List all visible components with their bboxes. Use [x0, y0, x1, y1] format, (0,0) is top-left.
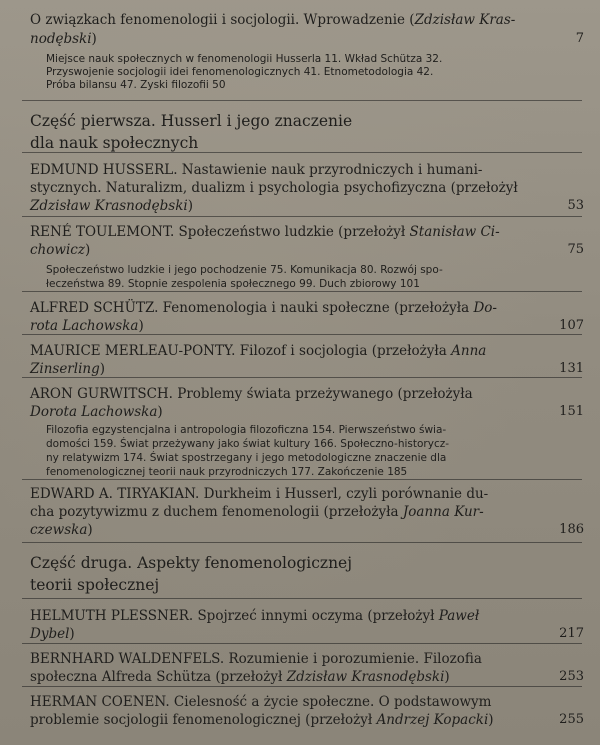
page-number: 186 [559, 522, 584, 537]
entry-text: ) [87, 522, 93, 538]
toc-entry-line [30, 502, 562, 522]
divider-rule [22, 479, 582, 480]
entry-text: społeczna Alfreda Schütza (przełożył [30, 669, 287, 685]
entry-text: HERMAN COENEN. Cielesność a życie społeczne. O podstawowym [30, 694, 492, 710]
translator-name: Zinserling [30, 361, 100, 377]
subtopics-line: Próba bilansu 47. Zyski filozofii 50 [46, 79, 226, 91]
entry-text: ) [69, 626, 75, 642]
toc-entry-line [30, 606, 562, 626]
entry-text: ) [444, 669, 450, 685]
entry-text: ARON GURWITSCH. Problemy świata przeżywanego (przełożyła [30, 386, 473, 402]
page-number: 151 [559, 404, 584, 419]
entry-text: ) [138, 318, 144, 334]
toc-entry-line [30, 624, 562, 644]
translator-name: Zdzisław Krasnodębski [30, 198, 188, 214]
page-number: 75 [567, 242, 584, 257]
entry-text: ) [91, 31, 97, 47]
toc-entry-line [30, 384, 562, 404]
subtopics-line: domości 159. Świat przeżywany jako świat kultury 166. Społeczno-historycz- [46, 438, 450, 450]
entry-text: RENÉ TOULEMONT. Społeczeństwo ludzkie (przełożył [30, 224, 410, 240]
toc-entry-line [30, 222, 562, 242]
entry-text: ) [157, 404, 163, 420]
entry-text: ) [488, 712, 494, 728]
entry-text: ) [84, 242, 91, 258]
entry-text: cha pozytywizmu z duchem fenomenologii (przełożyła [30, 504, 403, 520]
page-number: 107 [559, 318, 584, 333]
subtopics-line: Społeczeństwo ludzkie i jego pochodzenie 75. Komunikacja 80. Rozwój spo- [46, 264, 443, 276]
toc-entry-line [30, 649, 562, 669]
toc-entry-line [30, 298, 562, 318]
section-heading: Część druga. Aspekty fenomenologicznej [30, 554, 353, 572]
entry-text: O związkach fenomenologii i socjologii. Wprowadzenie ( [30, 12, 415, 28]
translator-name: czewska [30, 522, 88, 538]
toc-entry-line [30, 10, 562, 30]
divider-rule [22, 291, 582, 292]
toc-entry-line [30, 520, 562, 540]
subtopics-line: Filozofia egzystencjalna i antropologia filozoficzna 154. Pierwszeństwo świa- [46, 424, 447, 436]
translator-name: nodębski [30, 31, 92, 47]
subtopics-line: łeczeństwa 89. Stopnie zespolenia społecznego 99. Duch zbiorowy 101 [46, 278, 420, 290]
divider-rule [22, 216, 582, 217]
entry-text: HELMUTH PLESSNER. Spojrzeć innymi oczyma (przełożył [30, 608, 439, 624]
toc-entry-line [30, 402, 562, 422]
translator-name: Paweł [438, 608, 480, 624]
toc-entry-line [30, 29, 562, 49]
translator-name: Dybel [30, 626, 70, 642]
entry-text: EDMUND HUSSERL. Nastawienie nauk przyrodniczych i humani- [30, 162, 483, 178]
page-number: 7 [575, 31, 584, 46]
translator-name: rota Lachowska [30, 318, 139, 334]
toc-entry-line [30, 692, 562, 712]
translator-name: Joanna Kur- [402, 504, 484, 520]
translator-name: Zdzisław Kras- [414, 12, 516, 28]
toc-entry-line [30, 359, 562, 379]
translator-name: Andrzej Kopacki [376, 712, 489, 728]
toc-entry-line [30, 667, 562, 687]
toc-entry-line [30, 341, 562, 361]
page-number: 217 [559, 626, 584, 641]
toc-entry-line [30, 160, 562, 180]
section-heading: dla nauk społecznych [30, 134, 199, 152]
entry-text: stycznych. Naturalizm, dualizm i psychologia psychofizyczna (przełożył [30, 180, 518, 196]
toc-entry-line [30, 484, 562, 504]
toc-entry-line [30, 316, 562, 336]
entry-text: EDWARD A. TIRYAKIAN. Durkheim i Husserl, czyli porównanie du- [30, 486, 489, 502]
translator-name: Do- [473, 300, 497, 316]
entry-text: MAURICE MERLEAU-PONTY. Filozof i socjologia (przełożyła [30, 343, 452, 359]
entry-text: ALFRED SCHÜTZ. Fenomenologia i nauki społeczne (przełożyła [30, 300, 474, 316]
entry-text: BERNHARD WALDENFELS. Rozumienie i porozumienie. Filozofia [30, 651, 482, 667]
page-number: 53 [567, 198, 584, 213]
divider-rule [22, 598, 582, 599]
translator-name: Anna [451, 343, 487, 359]
entry-text: ) [187, 198, 193, 214]
toc-entry-line [30, 710, 562, 730]
section-heading: teorii społecznej [30, 576, 160, 594]
entry-text: ) [99, 361, 106, 377]
subtopics-line: fenomenologicznej teorii nauk przyrodniczych 177. Zakończenie 185 [46, 466, 408, 478]
divider-rule [22, 542, 582, 543]
subtopics-line: Miejsce nauk społecznych w fenomenologii Husserla 11. Wkład Schütza 32. [46, 53, 443, 65]
toc-entry-line [30, 196, 562, 216]
section-heading: Część pierwsza. Husserl i jego znaczenie [30, 112, 353, 130]
page-number: 255 [559, 712, 584, 727]
subtopics-line: ny relatywizm 174. Świat spostrzegany i jego metodologiczne znaczenie dla [46, 452, 447, 464]
page-number: 253 [559, 669, 584, 684]
subtopics-line: Przyswojenie socjologii idei fenomenologicznych 41. Etnometodologia 42. [46, 66, 434, 78]
translator-name: Stanisław Ci- [409, 224, 500, 240]
divider-rule [22, 100, 582, 101]
entry-text: problemie socjologii fenomenologicznej (przełożył [30, 712, 377, 728]
toc-entry-line [30, 178, 562, 198]
translator-name: chowicz [30, 242, 85, 258]
toc-entry-line [30, 240, 562, 260]
translator-name: Dorota Lachowska [30, 404, 158, 420]
page-number: 131 [559, 361, 584, 376]
translator-name: Zdzisław Krasnodębski [286, 669, 445, 685]
